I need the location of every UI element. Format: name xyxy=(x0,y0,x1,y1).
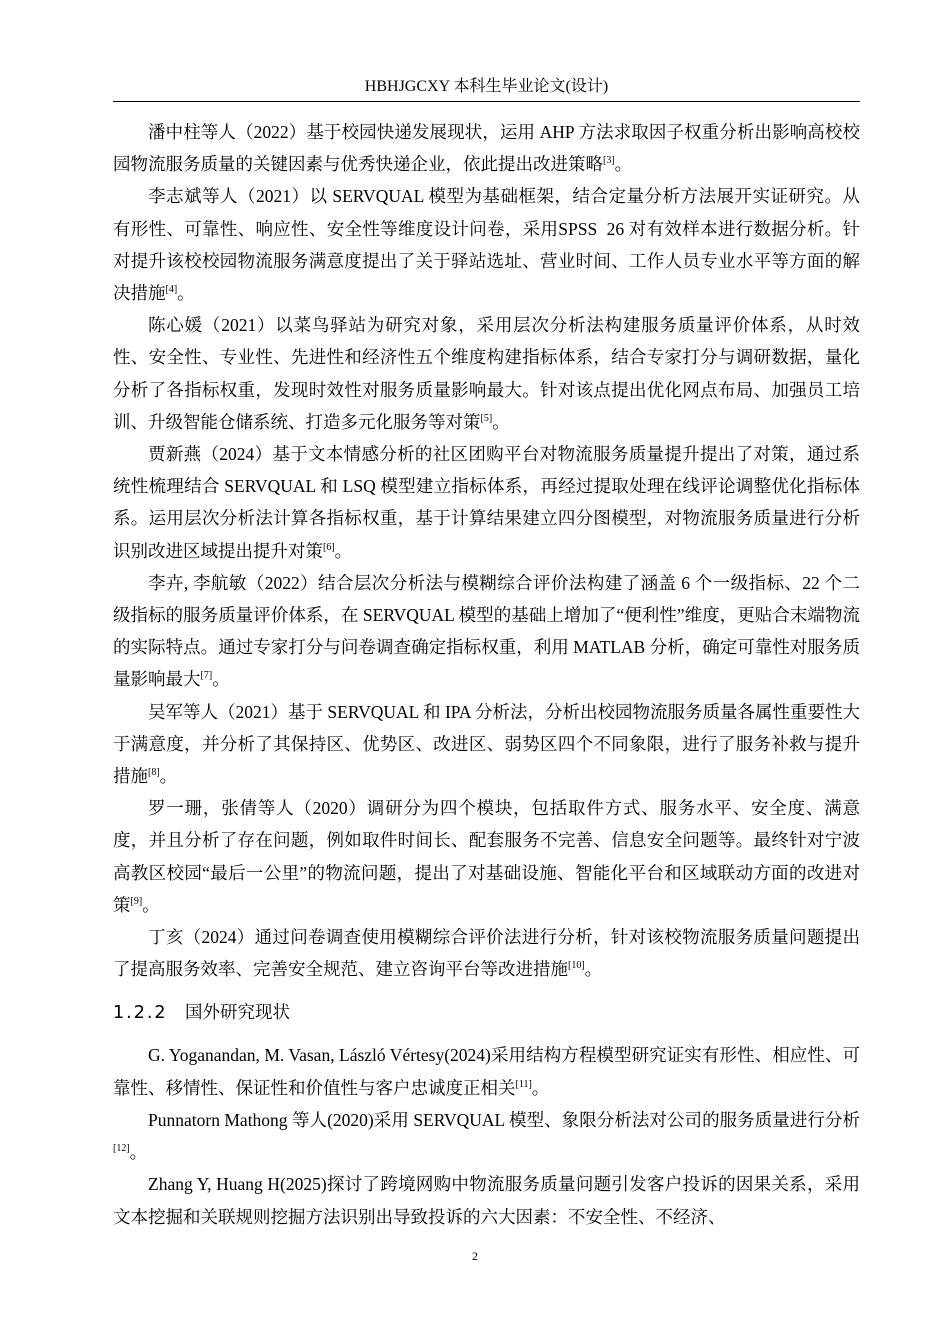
citation: [4] xyxy=(165,284,178,296)
paragraph: G. Yoganandan, M. Vasan, László Vértesy(2024)采用结构方程模型研究证实有形性、相应性、可靠性、移情性、保证性和价值性与客户忠诚度正相关[11]。 xyxy=(113,1045,860,1098)
citation: [6] xyxy=(323,541,335,553)
paragraph: 丁亥（2024）通过问卷调查使用模糊综合评价法进行分析，针对该校物流服务质量问题提出了提高服务效率、完善安全规范、建立咨询平台等改进措施[10]。 xyxy=(113,927,860,980)
page-header xyxy=(113,74,860,102)
section-title: 国外研究现状 xyxy=(185,1003,290,1024)
paragraph: 罗一珊，张倩等人（2020）调研分为四个模块，包括取件方式、服务水平、安全度、满意度，并且分析了存在问题，例如取件时间长、配套服务不完善、信息安全问题等。最终针对宁波高教区校园“最后一公里”的物流问题，提出了对基础设施、智能化平台和区域联动方面的改进对策[9]。 xyxy=(113,798,860,915)
paragraph: Punnatorn Mathong 等人(2020)采用 SERVQUAL 模型、象限分析法对公司的服务质量进行分析[12]。 xyxy=(113,1109,860,1163)
citation: [9] xyxy=(130,895,143,907)
section-heading xyxy=(113,997,860,1029)
citation: [12] xyxy=(113,1143,130,1155)
paragraph: 贾新燕（2024）基于文本情感分析的社区团购平台对物流服务质量提升提出了对策，通过系统性梳理结合 SERVQUAL 和 LSQ 模型建立指标体系，再经过提取处理在线评论调整优化指标体系。运用层次分析法计算各指标权重，基于计算结果建立四分图模型，对物流服务质量进行分析识别改进区域提出提升对策[6]。 xyxy=(113,444,860,561)
citation: [10] xyxy=(568,960,585,972)
document-body xyxy=(113,116,860,1233)
paragraph: 陈心媛（2021）以菜鸟驿站为研究对象，采用层次分析法构建服务质量评价体系，从时效性、安全性、专业性、先进性和经济性五个维度构建指标体系，结合专家打分与调研数据，量化分析了各指标权重，发现时效性对服务质量影响最大。针对该点提出优化网点布局、加强员工培训、升级智能仓储系统、打造多元化服务等对策[5]。 xyxy=(113,315,860,432)
section-number: 1.2.2 xyxy=(113,1003,168,1024)
paragraph: 李志斌等人（2021）以 SERVQUAL 模型为基础框架，结合定量分析方法展开实证研究。从有形性、可靠性、响应性、安全性等维度设计问卷，采用SPSS 26 对有效样本进行数据分析。针对提升该校校园物流服务满意度提出了关于驿站选址、营业时间、工作人员专业水平等方面的解决措施[4]。 xyxy=(113,186,860,304)
citation: [7] xyxy=(200,670,213,682)
citation: [8] xyxy=(148,767,160,779)
header-title: HBHJGCXY 本科生毕业论文(设计) xyxy=(364,78,609,95)
page-number: 2 xyxy=(472,1249,478,1263)
paragraph: 吴军等人（2021）基于 SERVQUAL 和 IPA 分析法，分析出校园物流服务质量各属性重要性大于满意度，并分析了其保持区、优势区、改进区、弱势区四个不同象限，进行了服务补救与提升措施[8]。 xyxy=(113,701,860,787)
citation: [5] xyxy=(480,412,493,424)
citation: [11] xyxy=(515,1078,532,1090)
paragraph: Zhang Y, Huang H(2025)探讨了跨境网购中物流服务质量问题引发客户投诉的因果关系，采用文本挖掘和关联规则挖掘方法识别出导致投诉的六大因素：不安全性、不经济、 xyxy=(113,1174,860,1227)
paragraph: 李卉, 李航敏（2022）结合层次分析法与模糊综合评价法构建了涵盖 6 个一级指标、22 个二级指标的服务质量评价体系，在 SERVQUAL 模型的基础上增加了“便利性”维度，更贴合末端物流的实际特点。通过专家打分与问卷调查确定指标权重，利用 MATLAB 分析，确定可靠性对服务质量影响最大[7]。 xyxy=(113,572,860,690)
citation: [3] xyxy=(603,155,615,167)
paragraph: 潘中柱等人（2022）基于校园快递发展现状，运用 AHP 方法求取因子权重分析出影响高校校园物流服务质量的关键因素与优秀快递企业，依此提出改进策略[3]。 xyxy=(113,122,860,175)
